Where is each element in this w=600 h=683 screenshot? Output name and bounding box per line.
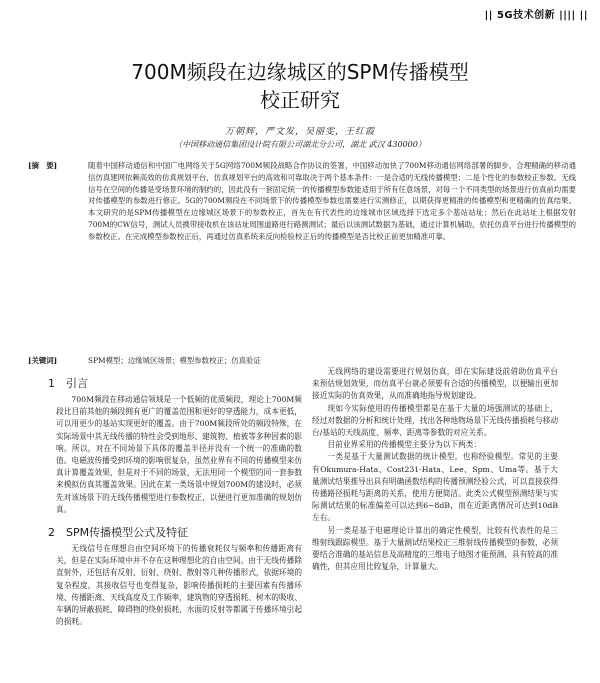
keywords-text: SPM模型；边缘城区场景；模型参数校正；仿真验证	[88, 356, 261, 365]
left-column	[48, 366, 303, 628]
section-2-paragraph: 无线信号在理想自由空间环境下的传播衰耗仅与频率和传播距离有关，但是在实际环境中并不存在这种理想化的自由空间。由于无线传播除直射外，还包括有反射、衍射、绕射、散射等几种传播形式，依据环境的复杂程度，其接收信号也变得复杂，影响传播损耗的主要因素有传播环境、传播距离、天线高度及工作频率，建筑物的穿透损耗、树木的吸收、车辆的屏蔽损耗、障碍物的绕射损耗、水面的反射等都属于传播环境引起的损耗。	[56, 544, 303, 627]
keywords-label: [关键词]	[28, 356, 58, 365]
abstract-label: [摘 要]	[28, 161, 58, 170]
section-header-tag: || 5G技术创新 |||| ||	[484, 10, 588, 21]
right-paragraph-3: 目前业界采用的传播模型主要分为以下两类：	[327, 440, 482, 450]
keywords-block	[28, 355, 576, 366]
right-paragraph-4: 一类是基于大量测试数据的统计模型，也称经验模型。常见的主要有Okumura-Hata、Cost231-Hata、Lee、Spm、Uma等。基于大量测试结果推导出具有明确函数结构的传播预测经验公式，可以直接获得传播路径损耗与距离的关系，使用方便简洁。此类公式模型预测结果与实际测试结果的标准偏差可以达到6~8dB，而在近距离情况可达到10dB左右。	[312, 452, 559, 523]
paper-title-line1: 700M频段在边缘城区的SPM传播模型	[131, 60, 469, 84]
section-1-paragraph: 700M频段在移动通信领域是一个低频的优质频段，理论上700M频段比目前其他的频段拥有更广的覆盖范围和更好的穿透能力，成本更低，可以用更少的基站实现更好的覆盖。由于700M频段所处的频段特殊，在实际场景中其无线传播的特性会受到地形、建筑物、植被等多种因素的影响。所以，对在不同场景下具体的覆盖半径并没有一个统一的准确的数值。电磁波传播受到环境的影响很复杂，虽然业界有不同的传播模型来仿真计算覆盖效果，但是对于不同的场景，无法用同一个模型的同一套参数来模拟仿真其覆盖效果。因此在某一类场景中规划700M的建设时，必须先对该场景下的无线传播模型进行参数校正，以便进行更加准确的规划仿真。	[56, 395, 303, 514]
abstract-block	[28, 160, 576, 243]
paper-title	[0, 58, 600, 114]
right-paragraph-1: 无线网络的建设需要进行规划仿真，即在实际建设前借助仿真平台来预估规划效果，而仿真平台就必须要有合适的传播模型，以便输出更加接近实际的仿真效果，从而准确地指导规划建设。	[312, 367, 559, 401]
section-1-heading: 1 引言	[48, 377, 88, 390]
right-column	[312, 366, 558, 573]
right-paragraph-5: 另一类是基于电磁理论计算出的确定性模型，比较有代表性的是三维射线跟踪模型。基于大量测试结果校正三维射线传播模型的参数，必须要结合准确的基站信息及高精度的三维电子地图才能预测，具有较高的准确性，但其应用比较复杂，计算量大。	[312, 525, 559, 572]
authors: 万朝辉，严文发，吴丽雯，王红霞	[224, 127, 375, 137]
section-2-heading: 2 SPM传播模型公式及特征	[48, 526, 189, 540]
right-paragraph-2: 现如今实际使用的传播模型都是在基于大量的场强测试的基础上，经过对数据的分析和统计处理，找出各种地物场景下无线传播损耗与移动台/基站的天线高度、频率、距离等参数的对应关系。	[312, 403, 559, 438]
abstract-text: 随着中国移动通信和中国广电网络关于5G网络700M频段战略合作协议的签署，中国移动加快了700M移动通信网络部署的脚步。合理精确的移动通信仿真建网依赖高效的仿真规划平台，仿真规划平台的高效和可靠取决于两个基本条件：一是合适的无线传播模型；二是个性化的参数校正参数。无线信号在空间的传播是受场景环境的制约的，因此没有一套固定统一的传播模型参数能适用于所有任意场景，对每一个不同类型的场景进行仿真前均需要对传播模型的参数进行修正。5G的700M频段在不同场景下的传播模型参数也需要进行实测修正，以期获得更精准的传播模型和更精确的仿真结果。本文研究的是SPM传播模型在边缘城区场景下的参数校正，首先在有代表性的边缘城市区域选择下选定多个基站站址；然后在此站址上根据发射700M的CW信号，测试人员携带接收机在该站址周围道路进行路测测试；最后以该测试数据为基础，通过计算机辅助，依托仿真平台进行传播模型的参数校正。在完成模型参数校正后，再通过仿真系统来反向检验校正后的传播模型是否比校正前更加精准可靠。	[88, 161, 576, 241]
paper-title-line2: 校正研究	[260, 88, 340, 112]
affiliation: （中国移动通信集团设计院有限公司湖北分公司，湖北 武汉 430000）	[174, 140, 426, 149]
